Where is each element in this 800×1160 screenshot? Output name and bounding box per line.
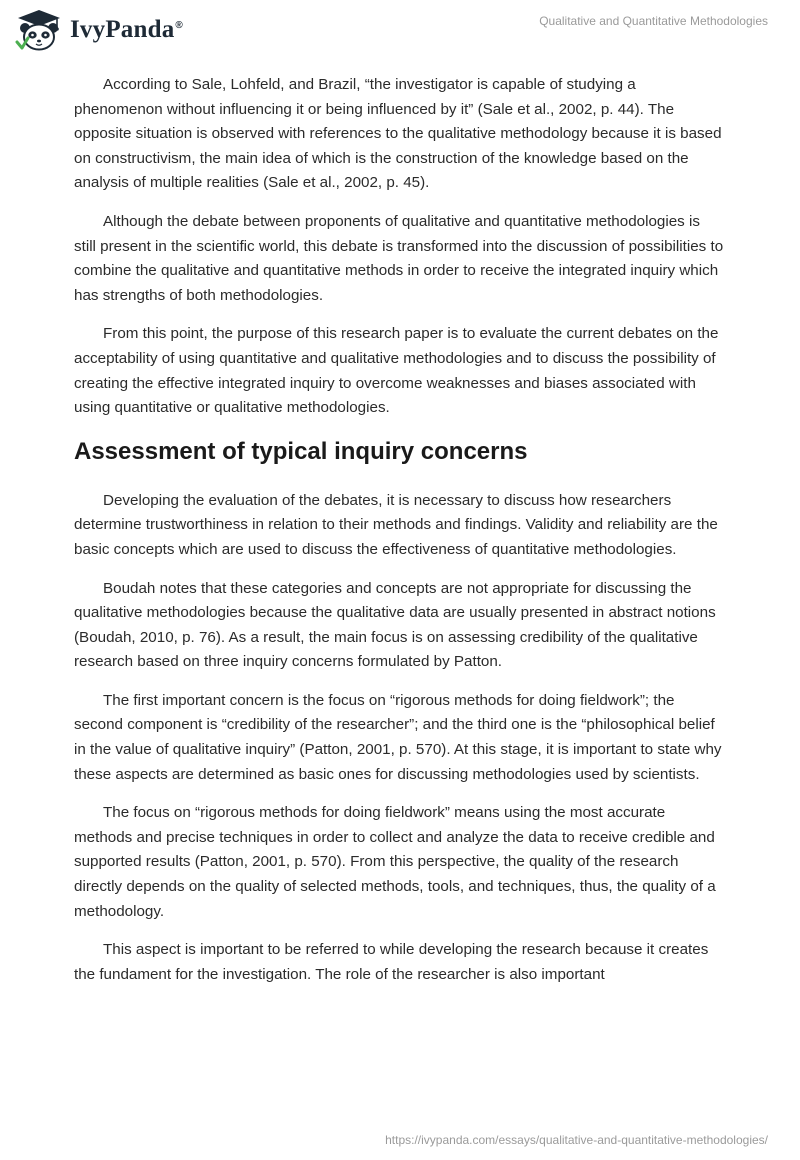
paragraph: This aspect is important to be referred to while developing the research because it creates the fundament for the investigation. The role of the researcher is also important xyxy=(74,941,709,983)
source-url[interactable]: https://ivypanda.com/essays/qualitative-and-quantitative-methodologies/ xyxy=(385,1133,768,1147)
document-title: Qualitative and Quantitative Methodologies xyxy=(539,14,768,28)
logo-text: IvyPanda® xyxy=(70,16,183,43)
section-heading: Assessment of typical inquiry concerns xyxy=(74,437,528,465)
paragraph: Boudah notes that these categories and concepts are not appropriate for discussing the qualitative methodologies because the qualitative data are usually presented in abstract notions (Boudah, 2010, p. 76). As a result, the main focus is on assessing credibility of the qualitative research based on three inquiry concerns formulated by Patton. xyxy=(74,579,716,671)
paragraph: From this point, the purpose of this research paper is to evaluate the current debates on the acceptability of using quantitative and qualitative methodologies and to discuss the possibility of creating the effective integrated inquiry to overcome weaknesses and biases associated with using quantitative or qualitative methodologies. xyxy=(74,325,719,417)
paragraph: Although the debate between proponents of qualitative and quantitative methodologies is still present in the scientific world, this debate is transformed into the discussion of possibilities to combine the qualitative and quantitative methods in order to receive the integrated inquiry which has strengths of both methodologies. xyxy=(74,212,724,304)
paragraph: According to Sale, Lohfeld, and Brazil, “the investigator is capable of studying a phenomenon without influencing it or being influenced by it” (Sale et al., 2002, p. 44). The opposite situation is observed with references to the qualitative methodology because it is based on constructivism, the main idea of which is the construction of the knowledge based on the analysis of multiple realities (Sale et al., 2002, p. 45). xyxy=(74,76,722,192)
panda-graduate-icon xyxy=(14,8,64,52)
essay-content xyxy=(74,73,724,1001)
page-header xyxy=(0,0,800,62)
paragraph: Developing the evaluation of the debates, it is necessary to discuss how researchers determine trustworthiness in relation to their methods and findings. Validity and reliability are the basic concepts which are used to discuss the effectiveness of quantitative methodologies. xyxy=(74,491,718,558)
paragraph: The focus on “rigorous methods for doing fieldwork” means using the most accurate methods and precise techniques in order to collect and analyze the data to receive credible and supported results (Patton, 2001, p. 570). From this perspective, the quality of the research directly depends on the quality of selected methods, tools, and techniques, thus, the quality of a methodology. xyxy=(74,804,716,920)
paragraph: The first important concern is the focus on “rigorous methods for doing fieldwork”; the second component is “credibility of the researcher”; and the third one is the “philosophical belief in the value of qualitative inquiry” (Patton, 2001, p. 570). At this stage, it is important to state why these aspects are determined as basic ones for discussing methodologies used by scientists. xyxy=(74,691,722,783)
ivypanda-logo[interactable] xyxy=(14,8,183,52)
